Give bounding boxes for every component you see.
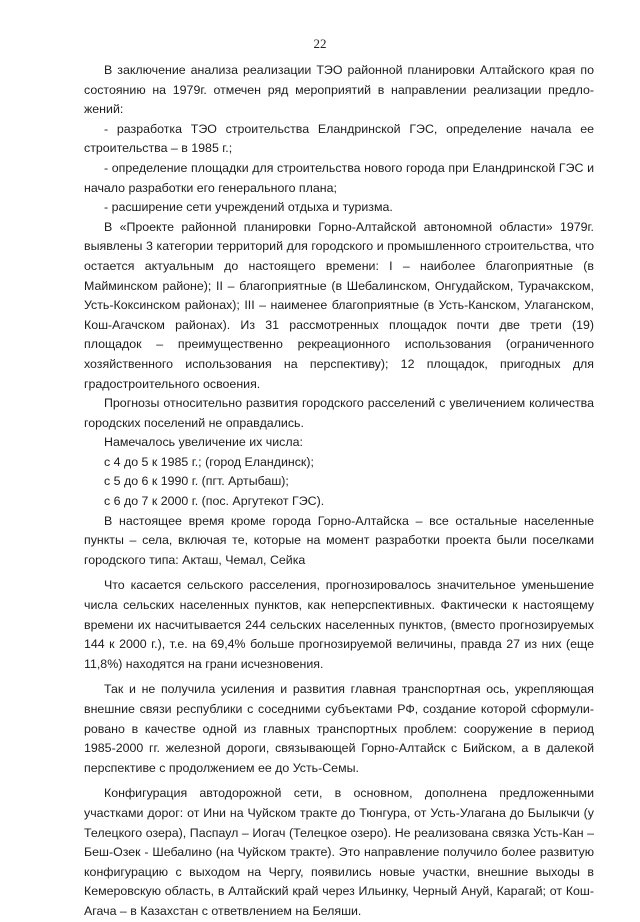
paragraph-item-2: - определение площадки для строительства нового города при Еландринской ГЭС и начало разработки его генерального плана;	[84, 160, 594, 195]
paragraph-project: В «Проекте районной планировки Горно-Алтайской автономной области» 1979г. выявлены 3 категории территорий для городского и промышленного строительства, что остается актуальным до настоящего времени: I – наиболее благоприятные (в Майминском районе); II – благоприятные (в Шебалинском, Онгудайском, Турачакском, Усть-Коксинском районах); III – наименее благоприятные (в Усть-Канском, Улаганском, Кош-Агачском районах). Из 31 рассмотренных площадок почти две трети (19) площадок – преимущественно рекреационного использования (ограниченного хозяйственного использования на перспективу); 12 площадок, пригодных для градостроительного освоения.	[84, 219, 594, 391]
page-number: 22	[313, 36, 327, 51]
paragraph-current: В настоящее время кроме города Горно-Алтайска – все остальные населенные пункты – села, включая те, которые на момент разработки проекта были поселками городского типа: Акташ, Чемал, Сейка	[84, 513, 594, 567]
paragraph-plan-1985: с 4 до 5 к 1985 г.; (город Еландинск);	[104, 454, 314, 469]
paragraph-road-network: Конфигурация автодорожной сети, в основном, дополнена предложенными участками дорог: от Ини на Чуйском тракте до Тюнгура, от Усть-Улагана до Былыкчи (у Телецкого озера), Паспаул – Иогач (Телецкое озеро). Не реализована связка Усть-Кан –Беш-Озек - Шебалино (на Чуйском тракте). Это направление получило более развитую конфигурацию с выходом на Чергу, появились новые участки, внешние выходы в Кемеровскую область, в Алтайский край через Ильинку, Черный Ануй, Карагай; от Кош-Агача – в Казахстан с ответвлением на Беляши.	[84, 786, 594, 918]
paragraph-plan-2000: с 6 до 7 к 2000 г. (пос. Аргутекот ГЭС).	[104, 494, 325, 509]
paragraph-rural: Что касается сельского расселения, прогнозировалось значительное уменьшение числа сельских населенных пунктов, как неперспективных. Фактически к настоящему времени их насчитывается 244 сельских населенных пунктов, (вместо прогнозируемых 144 к 2000 г.), т.е. на 69,4% больше прогнозируемой величины, правда 27 из них (еще 11,8%) находятся на грани исчезновения.	[84, 578, 594, 671]
paragraph-item-1: - разработка ТЭО строительства Еландринской ГЭС, определение начала ее строительства – в 1985 г.;	[84, 121, 594, 156]
paragraph-planned: Намечалось увеличение их числа:	[104, 435, 303, 450]
paragraph-item-3: - расширение сети учреждений отдыха и туризма.	[104, 200, 393, 215]
paragraph-plan-1990: с 5 до 6 к 1990 г. (пгт. Артыбаш);	[104, 474, 289, 489]
paragraph-intro: В заключение анализа реализации ТЭО районной планировки Алтайского края по состоянию на 1979г. отмечен ряд мероприятий в направлении реализации предложений:	[84, 63, 594, 117]
paragraph-forecasts: Прогнозы относительно развития городского расселений с увеличением количества городских поселений не оправдались.	[84, 396, 594, 430]
paragraph-transport: Так и не получила усиления и развития главная транспортная ось, укрепляющая внешние связи республики с соседними субъектами РФ, создание которой сформулировано в качестве одной из главных транспортных проблем: сооружение в период 1985-2000 гг. железной дороги, связывающей Горно-Алтайск с Бийском, а в далекой перспективе с продолжением ее до Усть-Семы.	[84, 682, 594, 775]
document-body	[84, 61, 594, 922]
